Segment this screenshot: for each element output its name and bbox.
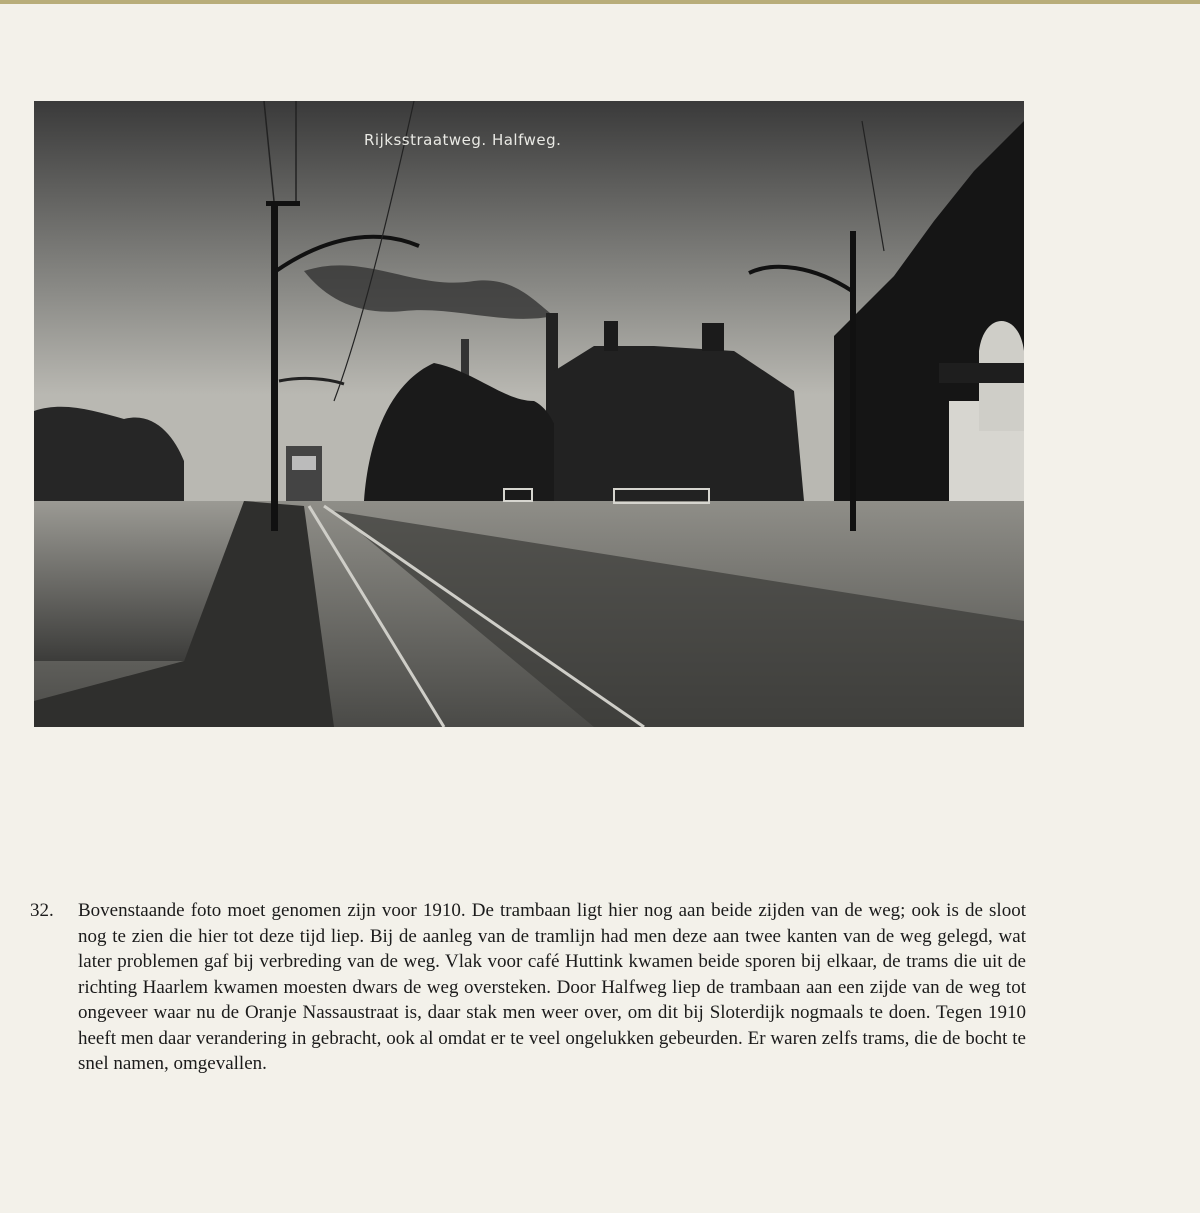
page-top-edge xyxy=(0,0,1200,4)
distant-tram xyxy=(286,446,322,501)
photo-caption: Rijksstraatweg. Halfweg. xyxy=(364,131,562,149)
caption-text: Bovenstaande foto moet genomen zijn voor 1910. De trambaan ligt hier nog aan beide zijden van de weg; ook is de sloot nog te zien die hier tot deze tijd liep. Bij de aanleg van de tramlijn had men deze aan twee kanten van de weg gelegd, wat later problemen gaf bij verbreding van de weg. Vlak voor café Huttink kwamen beide sporen bij elkaar, de trams die uit de richting Haarlem kwamen moesten dwars de weg oversteken. Door Halfweg liep de trambaan aan een zijde van de weg tot ongeveer waar nu de Oranje Nassaustraat is, daar stak men weer over, om dit bij Sloterdijk nogmaals te doen. Tegen 1910 heeft men daar verandering in gebracht, ook al omdat er te veel ongelukken gebeurden. Er waren zelfs trams, die de bocht te snel namen, omgevallen. xyxy=(78,900,1026,1074)
villa-balcony xyxy=(939,363,1024,383)
photo-illustration xyxy=(34,101,1024,727)
caption-paragraph xyxy=(30,898,1026,1077)
tram-pole-right xyxy=(850,231,856,531)
caption-number: 32. xyxy=(30,900,54,921)
historic-photograph xyxy=(34,101,1024,727)
figure-caption xyxy=(30,898,1026,1077)
tram-pole-left xyxy=(271,201,278,531)
